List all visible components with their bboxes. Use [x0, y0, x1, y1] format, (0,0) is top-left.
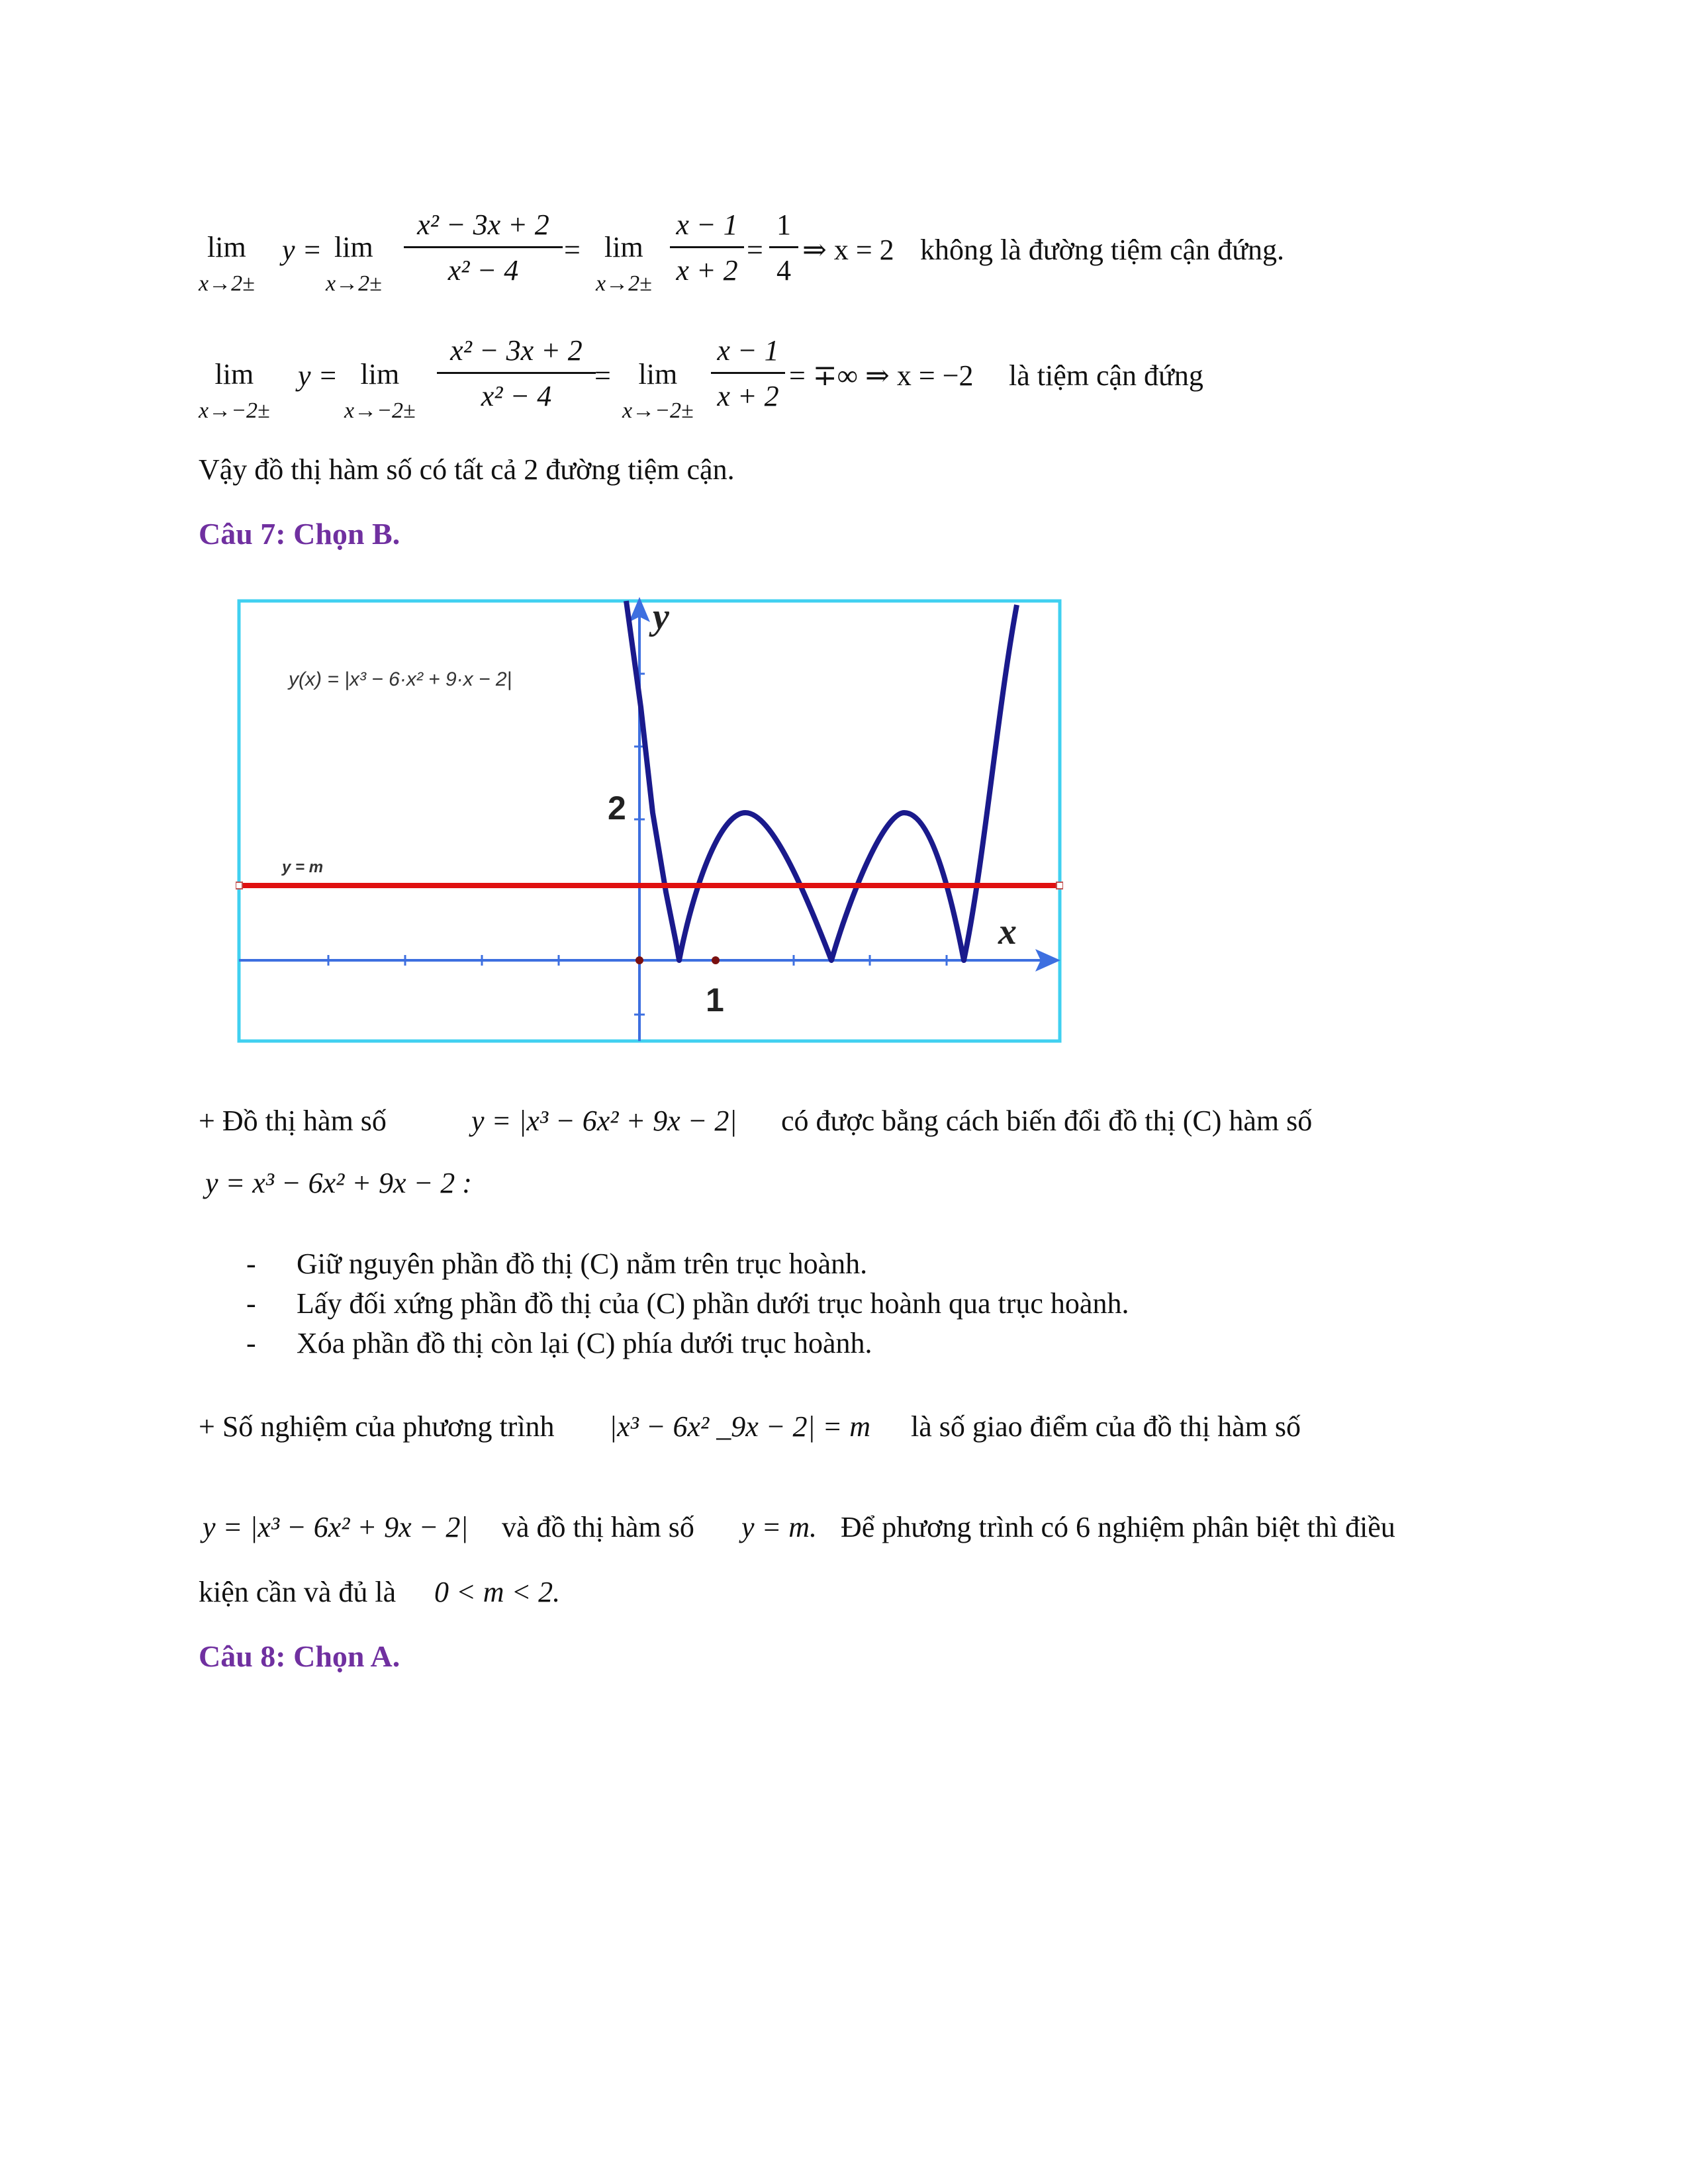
lim-word: lim	[207, 231, 246, 263]
para3-mid: và đồ thị hàm số	[502, 1511, 694, 1543]
x-tick-label: 1	[706, 981, 724, 1019]
para3-suffix: Để phương trình có 6 nghiệm phân biệt thì điều	[841, 1511, 1395, 1543]
denominator: x² − 4	[447, 254, 519, 287]
y-tick-label: 2	[608, 790, 626, 827]
lim-word: lim	[604, 231, 643, 263]
bullet-dash: -	[246, 1327, 256, 1359]
numerator: x² − 3x + 2	[404, 210, 563, 248]
denominator: x² − 4	[481, 380, 552, 412]
lim-subscript: x→2±	[596, 271, 652, 296]
y-equals: y =	[282, 234, 322, 266]
summary-text: Vậy đồ thị hàm số có tất cả 2 đường tiệm cận.	[199, 453, 735, 486]
y-equals: y =	[298, 359, 338, 392]
equals-sign: =	[747, 234, 763, 266]
numerator: x − 1	[711, 336, 785, 374]
para1-prefix: + Đồ thị hàm số	[199, 1105, 387, 1137]
lim-subscript: x→2±	[199, 271, 255, 296]
lim-operator	[199, 233, 255, 295]
equals-sign: =	[594, 359, 611, 392]
fraction-2	[711, 336, 785, 411]
lim-word: lim	[334, 231, 373, 263]
lim-word: lim	[638, 358, 678, 390]
fraction-3	[769, 210, 798, 285]
bullet-item: Giữ nguyên phần đồ thị (C) nằm trên trục hoành.	[297, 1248, 868, 1280]
lim-operator	[326, 233, 382, 295]
origin-point	[635, 956, 643, 964]
line-label: y = m	[282, 858, 324, 876]
limit1-conclusion: không là đường tiệm cận đứng.	[920, 234, 1284, 266]
denominator: 4	[776, 254, 791, 287]
lim-subscript: x→−2±	[199, 398, 270, 423]
lim-operator	[199, 360, 270, 422]
para3-formula2: y = m.	[741, 1511, 817, 1543]
para2-formula: |x³ − 6x² _9x − 2| = m	[609, 1410, 871, 1443]
bullet-dash: -	[246, 1287, 256, 1320]
implies-result: ⇒ x = 2	[802, 234, 894, 266]
denominator: x + 2	[676, 254, 738, 287]
para1-formula: y = |x³ − 6x² + 9x − 2|	[471, 1105, 737, 1137]
lim-operator	[596, 233, 652, 295]
numerator: 1	[769, 210, 798, 248]
fraction-1	[437, 336, 596, 411]
para1-suffix: có được bằng cách biến đổi đồ thị (C) hàm số	[781, 1105, 1313, 1137]
lim-operator	[622, 360, 694, 422]
fraction-2	[670, 210, 744, 285]
limit2-conclusion: là tiệm cận đứng	[1009, 359, 1203, 392]
denominator: x + 2	[717, 380, 779, 412]
para2-prefix: + Số nghiệm của phương trình	[199, 1410, 555, 1443]
bullet-item: Lấy đối xứng phần đồ thị của (C) phần dưới trục hoành qua trục hoành.	[297, 1287, 1129, 1320]
function-label: y(x) = |x³ − 6·x² + 9·x − 2|	[289, 668, 512, 690]
lim-word: lim	[214, 358, 254, 390]
para3-formula: y = |x³ − 6x² + 9x − 2|	[203, 1511, 469, 1543]
lim-subscript: x→−2±	[622, 398, 694, 423]
para1-formula2: y = x³ − 6x² + 9x − 2 :	[205, 1167, 472, 1199]
fraction-1	[404, 210, 563, 285]
para4-text: kiện cần và đủ là	[199, 1576, 397, 1608]
numerator: x² − 3x + 2	[437, 336, 596, 374]
graph-svg	[236, 581, 1063, 1044]
numerator: x − 1	[670, 210, 744, 248]
implies-result: = ∓∞ ⇒ x = −2	[789, 359, 974, 392]
lim-subscript: x→−2±	[344, 398, 416, 423]
lim-subscript: x→2±	[326, 271, 382, 296]
para4-formula: 0 < m < 2.	[434, 1576, 561, 1608]
y-axis-label: y	[653, 596, 669, 637]
x-axis-label: x	[998, 911, 1017, 952]
bullet-dash: -	[246, 1248, 256, 1280]
cau7-heading: Câu 7: Chọn B.	[199, 517, 400, 551]
function-graph	[236, 581, 1063, 1044]
line-endpoint	[1056, 882, 1063, 889]
cau8-heading: Câu 8: Chọn A.	[199, 1639, 400, 1673]
equals-sign: =	[564, 234, 581, 266]
graph-frame	[239, 601, 1060, 1041]
line-endpoint	[236, 882, 242, 889]
point-x-1	[712, 956, 720, 964]
bullet-item: Xóa phần đồ thị còn lại (C) phía dưới trục hoành.	[297, 1327, 872, 1359]
para2-suffix: là số giao điểm của đồ thị hàm số	[911, 1410, 1301, 1443]
lim-operator	[344, 360, 416, 422]
lim-word: lim	[360, 358, 400, 390]
